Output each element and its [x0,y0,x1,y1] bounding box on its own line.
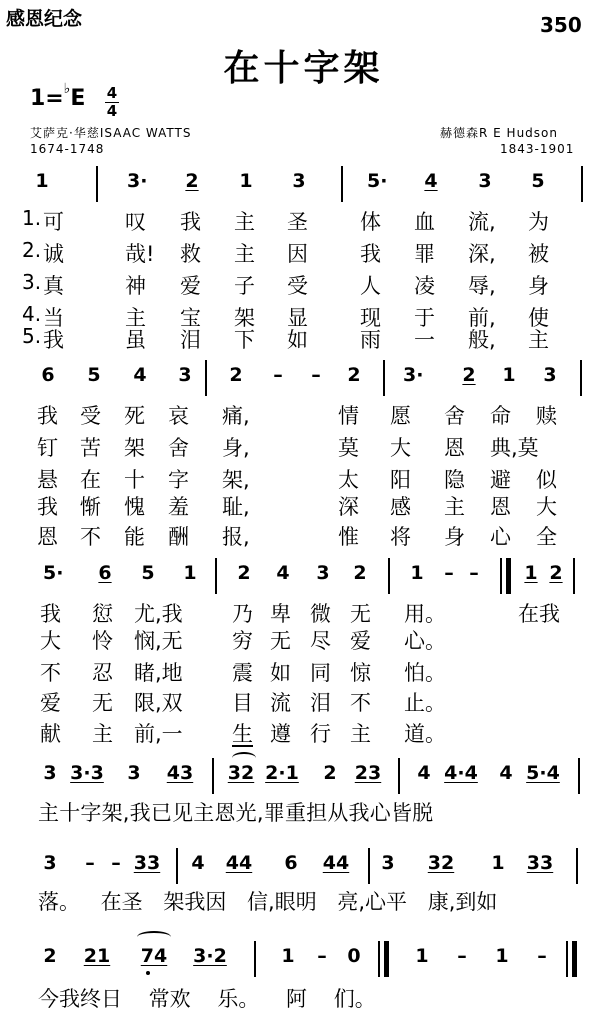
lyric: 前,一 [134,722,183,746]
note: 4 [417,762,431,784]
note: 1 [495,945,509,967]
lyric: 命 [490,404,511,428]
note: 5·4 [526,762,560,784]
lyric: 情 [338,404,359,428]
note: 5· [43,562,64,584]
barline [96,166,98,202]
lyric: 无 [350,602,371,626]
score-line-5 [0,852,607,886]
lyric: 在 [80,468,101,492]
composer-years: 1843-1901 [500,142,575,156]
lyric: 身 [444,525,465,549]
category-label: 感恩纪念 [6,8,83,30]
note: – [317,945,327,967]
note: 3 [43,762,57,784]
note: 2 [237,562,251,584]
note: 3 [478,170,492,192]
lyric: 我 [43,328,64,352]
barline [212,758,214,794]
chorus-line-2 [0,886,607,918]
lyric: 无 [92,691,113,715]
note: 2 [185,170,199,192]
lyric: 微 [310,602,331,626]
barline [378,941,380,977]
lyric: 怜 [92,629,113,653]
time-signature [105,85,119,120]
note: 23 [354,762,382,784]
key-signature [30,81,86,111]
lyric: 无 [270,629,291,653]
lyric: 般, [468,328,496,352]
lyric: 遵 [270,722,291,746]
note: 5 [531,170,545,192]
note: 1 [491,852,505,874]
lyric: 阳 [390,468,411,492]
lyric: 似 [536,468,557,492]
lyric: 流, [468,210,496,234]
lyric: 真 [43,274,64,298]
note: 4 [276,562,290,584]
lyric: 生 [232,722,253,746]
barline [573,558,575,594]
note: 3· [403,364,424,386]
lyric: 能 [124,525,145,549]
chorus-pickup: 在我 [518,602,560,626]
note: 4 [424,170,438,192]
lyric: 愧 [124,495,145,519]
lyric: 同 [310,661,331,685]
note: – [469,562,479,584]
note: 3·2 [193,945,227,967]
lyric: 人 [360,274,381,298]
lyric: 我 [360,242,381,266]
verse-5-line-a [0,324,607,356]
note: 2 [229,364,243,386]
low-octave-dot [146,971,150,975]
lyric: 主 [350,722,371,746]
lyric: 苦 [80,436,101,460]
lyric: 主 [92,722,113,746]
lyric: 大 [40,629,61,653]
time-top: 4 [106,84,118,102]
score-line-4 [0,762,607,796]
lyric: 凌 [414,274,435,298]
lyric: 主 [444,495,465,519]
note: 33 [526,852,554,874]
lyric: 泪 [180,328,201,352]
lyric: 目 [232,691,253,715]
lyric: 架 [124,436,145,460]
lyricist: 艾萨克·华慈ISAAC WATTS [30,126,192,140]
chorus-line-3 [0,983,607,1015]
note: 5· [367,170,388,192]
note: 1 [183,562,197,584]
double-barline [506,558,511,594]
note: 44 [225,852,253,874]
lyric: 献 [40,722,61,746]
lyric: 宝 [180,306,201,330]
note: 3 [292,170,306,192]
note: 5 [141,562,155,584]
composer: 赫德森R E Hudson [440,126,558,140]
barline [215,558,217,594]
chorus-lyric: 主十字架,我已见主恩光,罪重担从我心皆脱 [38,801,434,825]
note: 44 [322,852,350,874]
note: 3·3 [70,762,104,784]
note: 74 [140,945,168,967]
score-line-6 [0,945,607,979]
note: 4 [191,852,205,874]
lyric: 爱 [180,274,201,298]
lyric: 爱 [350,629,371,653]
verse-3-line-c [0,657,607,689]
note: 0 [347,945,361,967]
lyric: 忍 [92,661,113,685]
lyric: 雨 [360,328,381,352]
lyric: 乃 [232,602,253,626]
lyric: 被 [528,242,549,266]
lyric: 哀 [168,404,189,428]
lyric: 体 [360,210,381,234]
lyric: 虽 [125,328,146,352]
note: 6 [284,852,298,874]
lyric: 恩 [37,525,58,549]
lyric: 深, [468,242,496,266]
note: 33 [133,852,161,874]
note: 1 [415,945,429,967]
note: 21 [83,945,111,967]
note: 1 [524,562,538,584]
lyric: 为 [528,210,549,234]
lyric: 恩 [490,495,511,519]
barline [205,360,207,396]
verse-4-line-b [0,491,607,523]
barline [576,848,578,884]
lyric: 深 [338,495,359,519]
note: 3 [316,562,330,584]
lyric: 神 [125,274,146,298]
lyric: 诚 [43,242,64,266]
note: 1 [35,170,49,192]
barline [500,558,502,594]
note: – [444,562,454,584]
note: 32 [427,852,455,874]
lyric: 架 [234,306,255,330]
verse-number: 1. [22,206,42,230]
lyric: 太 [338,468,359,492]
lyric: 当 [43,306,64,330]
lyric: 使 [528,306,549,330]
note: – [85,852,95,874]
barline [383,360,385,396]
lyric: 感 [390,495,411,519]
barline [341,166,343,202]
score-line-3 [0,562,607,596]
note: 3 [381,852,395,874]
time-bottom: 4 [106,102,118,120]
chorus-line-1 [0,797,607,829]
lyric: 主 [234,210,255,234]
lyric: 于 [414,306,435,330]
note: 3 [543,364,557,386]
lyric: 恩 [444,436,465,460]
lyric: 大 [390,436,411,460]
lyric: 不 [80,525,101,549]
lyric: 怕。 [404,661,446,685]
lyric: 受 [80,404,101,428]
verse-number: 2. [22,238,42,262]
lyric: 羞 [168,495,189,519]
barline [398,758,400,794]
note: – [311,364,321,386]
barline [388,558,390,594]
barline [580,360,582,396]
lyric: 辱, [468,274,496,298]
note: 32 [227,762,255,784]
lyric: 我 [180,210,201,234]
note: 3· [127,170,148,192]
verse-number: 5. [22,324,42,348]
barline [581,166,583,202]
lyric: 卑 [270,602,291,626]
lyric: 酬 [168,525,189,549]
note: 1 [502,364,516,386]
lyric: 心 [490,525,511,549]
lyric: 愆 [92,602,113,626]
lyric: 大 [536,495,557,519]
note: 2 [323,762,337,784]
lyric: 隐 [444,468,465,492]
note: 3 [127,762,141,784]
lyric: 心。 [404,629,446,653]
lyric: 惟 [338,525,359,549]
hymn-number: 350 [540,13,582,37]
note: 4·4 [444,762,478,784]
lyric: 惊 [350,661,371,685]
lyric: 前, [468,306,496,330]
lyric: 字 [168,468,189,492]
lyric: 不 [40,661,61,685]
lyric: 莫 [338,436,359,460]
key-prefix: 1= [30,86,64,111]
note: 3 [43,852,57,874]
barline [254,941,256,977]
note: 2 [43,945,57,967]
note: 4 [499,762,513,784]
lyric: 主 [528,328,549,352]
verse-2-line-c [0,625,607,657]
lyric: 我 [40,602,61,626]
lyric: 惭 [80,495,101,519]
note: – [111,852,121,874]
lyric: 十 [124,468,145,492]
verse-3-line-a [0,270,607,302]
lyric: 避 [490,468,511,492]
chorus-lyric: 今我终日 常欢 乐。 阿 们。 [38,987,376,1011]
lyric: 流 [270,691,291,715]
lyric: 子 [234,274,255,298]
note: 6 [41,364,55,386]
note: 1 [281,945,295,967]
lyric: 主 [234,242,255,266]
note: 2 [353,562,367,584]
note: 3 [178,364,192,386]
verse-2-line-b [0,432,607,464]
note: – [273,364,283,386]
lyric: 现 [360,306,381,330]
lyric: 罪 [414,242,435,266]
lyric: 限,双 [134,691,183,715]
lyric: 尽 [310,629,331,653]
double-barline [572,941,577,977]
lyric: 可 [43,210,64,234]
lyric: 受 [287,274,308,298]
lyric: 用。 [404,602,446,626]
lyric: 我 [37,404,58,428]
lyric: 主 [125,306,146,330]
lyric: 悬 [37,468,58,492]
lyric: 报, [222,525,250,549]
verse-number: 4. [22,302,42,326]
verse-5-line-c [0,718,607,750]
note: 4 [133,364,147,386]
lyric: 我 [37,495,58,519]
lyric: 止。 [404,691,446,715]
verse-4-line-c [0,687,607,719]
note: 2 [347,364,361,386]
lyric: 下 [234,328,255,352]
flat-sign: ♭ [63,81,71,97]
lyric: 显 [287,306,308,330]
note: 1 [410,562,424,584]
lyric: 不 [350,691,371,715]
lyric: 耻, [222,495,250,519]
lyric: 圣 [287,210,308,234]
lyric: 救 [180,242,201,266]
lyric: 道。 [404,722,446,746]
lyricist-years: 1674-1748 [30,142,105,156]
note: 2·1 [265,762,299,784]
lyric: 身 [528,274,549,298]
barline [578,758,580,794]
note: 5 [87,364,101,386]
note: 6 [98,562,112,584]
verse-1-line-a [0,206,607,238]
lyric: 全 [536,525,557,549]
double-barline [384,941,389,977]
lyric: 悯,无 [134,629,183,653]
hymn-title: 在十字架 [223,48,384,89]
lyric: 身, [222,436,250,460]
lyric: 赎 [536,404,557,428]
lyric: 血 [414,210,435,234]
slur [137,931,171,943]
chorus-lyric: 落。 在圣 架我因 信,眼明 亮,心平 康,到如 [38,890,498,914]
barline [368,848,370,884]
note: 2 [549,562,563,584]
lyric: 一 [414,328,435,352]
barline [176,848,178,884]
score-line-2 [0,364,607,398]
lyric: 因 [287,242,308,266]
lyric: 叹 [125,210,146,234]
note: 43 [166,762,194,784]
lyric: 死 [124,404,145,428]
lyric: 舍 [444,404,465,428]
verse-2-line-a [0,238,607,270]
verse-number: 3. [22,270,42,294]
lyric: 舍 [168,436,189,460]
lyric: 睹,地 [134,661,183,685]
lyric: 哉! [125,242,155,266]
verse-5-line-b [0,521,607,553]
lyric: 钉 [37,436,58,460]
lyric: 如 [287,328,308,352]
lyric: 爱 [40,691,61,715]
lyric: 典,莫 [490,436,539,460]
lyric: 行 [310,722,331,746]
score-line-1 [0,170,607,204]
lyric: 痛, [222,404,250,428]
lyric: 尤,我 [134,602,183,626]
note: – [537,945,547,967]
lyric: 震 [232,661,253,685]
note: 2 [462,364,476,386]
note: – [457,945,467,967]
lyric: 泪 [310,691,331,715]
lyric: 如 [270,661,291,685]
key-note: E [70,86,86,111]
lyric: 穷 [232,629,253,653]
barline [566,941,568,977]
lyric: 愿 [390,404,411,428]
verse-1-line-b [0,400,607,432]
lyric: 将 [390,525,411,549]
note: 1 [239,170,253,192]
lyric: 架, [222,468,250,492]
